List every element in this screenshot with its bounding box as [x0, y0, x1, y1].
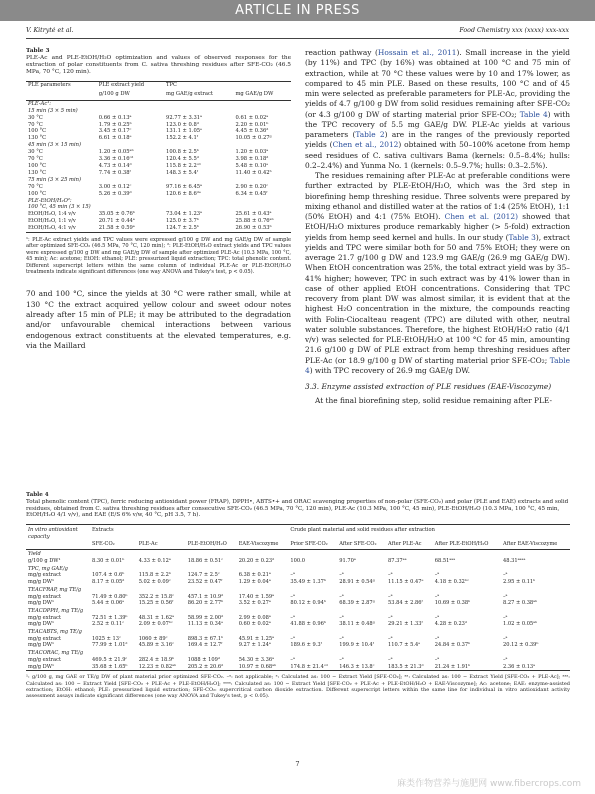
- table4-cell: 124.7 ± 2.5ᶜ: [187, 572, 220, 579]
- table3-section-label: 45 min (3 × 15 min): [28, 142, 81, 149]
- table4-cell: 53.84 ± 2.86ᶠ: [388, 600, 423, 607]
- table3-cell: 3.36 ± 0.16ᶜᵈ: [98, 156, 134, 163]
- table3-subheader-cell: g/100 g DW: [97, 89, 164, 100]
- table4-cell: 87.37ᵃᵃ: [388, 558, 407, 564]
- table4-cell: 10.97 ± 0.68ᵃᵇ: [237, 664, 289, 671]
- table-row: [26, 191, 291, 198]
- table4-cell: 183.5 ± 21.3ᵈ: [386, 664, 433, 671]
- table-row: [26, 156, 291, 163]
- table4-cell: –ᵃ: [290, 593, 295, 600]
- table4-cell: 12.23 ± 0.82ᵃᵇ: [137, 664, 186, 671]
- section-heading-3-3: 3.3. Enzyme assisted extraction of PLE residues (EAE-Viscozyme): [305, 382, 552, 391]
- table-row: [26, 204, 291, 211]
- ref-link-table2[interactable]: Table 2: [355, 130, 385, 139]
- table4-group-row: [26, 586, 570, 594]
- table4-cell: 146.3 ± 13.8ᶜ: [337, 664, 386, 671]
- table4-cell: 115.8 ± 2.2ᵇ: [138, 572, 171, 579]
- table4-cell: 29.21 ± 1.33ᶠ: [388, 621, 423, 628]
- ref-link-table4b[interactable]: Table 4: [305, 355, 570, 375]
- table-row: [26, 225, 291, 232]
- table4-cell: 1.02 ± 0.05ᵃᵇ: [502, 621, 538, 628]
- table-row: [26, 642, 570, 649]
- table4-cell: mg/g DW¹: [28, 579, 55, 586]
- table3-cell: 35.05 ± 0.76ᵇ: [98, 211, 135, 218]
- table4-cell: 6.38 ± 0.21ᵃ: [238, 572, 271, 579]
- table3-cell: 148.3 ± 5.4ᶠ: [166, 169, 198, 176]
- table3-section-label: PLE-Ac¹:: [28, 100, 52, 107]
- table3-caption-text: PLE-Ac and PLE-EtOH/H₂O optimization and values of observed responses for the extraction of polar constituents from C. sativa threshing residues after SFE-CO₂ (46.5 MPa, 70 °C, 120 min).: [26, 55, 291, 75]
- ref-link-table3[interactable]: Table 3: [508, 232, 536, 242]
- table4-cell: –ᵃ: [339, 572, 344, 579]
- table3-cell: 1.79 ± 0.25ᵇ: [98, 121, 132, 128]
- table3-cell: 11.40 ± 0.42ʰ: [235, 169, 272, 176]
- table4-cell: 4.18 ± 0.32ᵇᶜ: [434, 579, 469, 586]
- table4-group-title: TEACFRAP, mg TE/g: [28, 586, 82, 593]
- table4-cell: –ᵃ: [502, 656, 508, 663]
- table4-cell: –ᵃ: [434, 572, 440, 579]
- table4-cell: 71.49 ± 0.80ᵇ: [92, 593, 128, 600]
- table3-subheader-cell: mg GAE/g DW: [234, 89, 292, 100]
- table3-header-cell: [234, 82, 292, 89]
- table3-cell: EtOH/H₂O, 1:4 v/v: [28, 211, 76, 218]
- table4-cell: 1088 ± 109ᵈ: [187, 656, 220, 663]
- table3-cell: 152.2 ± 4.1ᶠ: [166, 135, 198, 142]
- table4-cell: 20.20 ± 0.23ᵈ: [238, 558, 275, 564]
- text: ) with the TPC recovery of 5.5 mg GAE/g DW. PLE-Ac yields at various parameters (: [305, 109, 571, 139]
- table3-cell: 97.16 ± 6.45ᵃ: [166, 183, 203, 190]
- table4-cell: –ᵃ: [388, 635, 393, 642]
- table-row: [26, 572, 570, 579]
- table4-cell: 2.95 ± 0.11ᵇ: [502, 579, 536, 586]
- table4-cell: 469.5 ± 21.9ᶜ: [92, 656, 128, 663]
- table4-cell: –ᵃ: [339, 593, 344, 600]
- table4-cell: –ᵃ: [290, 635, 295, 642]
- table4-cell: 68.39 ± 2.87ᵍ: [339, 600, 375, 607]
- table4-cell: 8.27 ± 0.38ᵃᵇ: [502, 600, 538, 607]
- table3-header-cell: PLE extract yield: [97, 82, 164, 89]
- table4-cell: 5.44 ± 0.06ᵉ: [92, 600, 125, 607]
- table3-cell: 70 °C: [28, 121, 43, 128]
- table-row: [26, 600, 570, 607]
- table3-cell: 125.0 ± 3.7ᵇ: [166, 218, 199, 225]
- table4-group-row: [26, 565, 570, 573]
- table4-cell: 28.91 ± 0.54ᵍ: [339, 579, 375, 586]
- table-row: [26, 621, 570, 628]
- table3-section-label: 100 °C, 45 min (3 × 15): [28, 204, 91, 211]
- table4-cell: 189.6 ± 9.3ᶠ: [290, 642, 322, 649]
- table4-group-row: [26, 649, 570, 657]
- table4-cell: 45.91 ± 1.25ᵃ: [238, 635, 275, 642]
- table3-cell: 6.34 ± 0.45ᶠ: [235, 190, 268, 197]
- table3-section-label: 15 min (3 × 5 min): [28, 107, 78, 114]
- table4-cell: 2.36 ± 0.13ᵃ: [501, 664, 570, 671]
- table3-cell: 7.74 ± 0.38ᶠ: [98, 169, 131, 176]
- table4-cell: –ᵃ: [290, 656, 295, 663]
- table4-group-title: TEACORAC, mg TE/g: [28, 650, 84, 657]
- table4-caption: [26, 492, 570, 519]
- table3-cell: 1.20 ± 0.03ᵃ: [235, 149, 269, 156]
- table-row: [26, 558, 570, 565]
- watermark: 麻类作物营养与施肥网 www.fibercrops.com: [397, 779, 581, 789]
- text: reaction pathway (: [305, 48, 378, 57]
- table4-group-title: TEACDPPH, mg TE/g: [28, 607, 84, 614]
- table3-cell: 20.71 ± 0.44ᵃ: [98, 218, 135, 225]
- text: ) with TPC recovery of 26.9 mg GAE/g DW.: [309, 365, 470, 375]
- text: ), extract yields and TPC were similar both for 50 and 75% EtOH; they were on average 21.7 g/100 g DW and 123.9 mg GAE/g (26.9 mg GAE/g DW). When EtOH concentration was 25%, the total extract yield was by 35–41% higher; however, TPC in such extract was by 41% lower than in case of other applied EtOH concentrations. Considering that TPC recovery from plant DW was almost similar, it is evident that at the highest H₂O concentration in the mixture, the compounds reacting with Folin-Ciocalteau reagent (TPC) are diluted with other, neutral water soluble substances. Therefore, the highest EtOH/H₂O ratio (4/1 v/v) was selected for PLE-EtOH/H₂O at 100 °C for 45 min, amounting 21.6 g/100 g DW of PLE extract from hemp threshing residues after PLE-Ac (or 18.9 g/100 g DW of starting material prior SFE-CO₂;: [305, 232, 570, 365]
- table4-cell: 4.33 ± 0.12ᵃ: [138, 558, 171, 564]
- table4-cell: 45.89 ± 3.16ᶜ: [138, 642, 174, 649]
- table4-cell: mg/g DW¹: [28, 642, 55, 649]
- table4-cell: g/100 g DW¹: [28, 558, 61, 564]
- table4-subheader-row: [26, 541, 570, 550]
- table3-cell: 124.7 ± 2.5ᵇ: [164, 225, 233, 232]
- table3-cell: 100.8 ± 2.5ᵇ: [166, 149, 199, 156]
- table4-cell: –ᵃ: [339, 635, 344, 642]
- table3-cell: 10.05 ± 0.27ᵍ: [235, 135, 272, 142]
- table-row: [26, 128, 291, 135]
- table4-cell: 169.4 ± 12.7ᶠ: [187, 642, 223, 649]
- table4-subheader-cell: PLE-Ac: [137, 541, 186, 550]
- text: The residues remaining after PLE-Ac at preferable conditions were further extracted by PLE-EtOH/H₂O, which was the 3rd step in biorefining hemp threshing residue. Three solvents were prepared by mixing ethanol and distilled water at the ratios of 1:4 (25% EtOH), 1:1 (50% EtOH) and 4:1 (75% EtOH).: [305, 171, 570, 221]
- table4-cell: –ᵃ: [290, 572, 295, 579]
- table4-cell: 457.1 ± 10.9ᵈ: [187, 593, 224, 600]
- table4-label: Table 4: [26, 492, 49, 498]
- table4-header-cell: Extracts: [90, 525, 288, 541]
- table-row: [26, 170, 291, 177]
- table4-header-cell: Crude plant material and solid residues after extraction: [288, 525, 570, 541]
- table4-cell: 1025 ± 13ᶜ: [92, 635, 121, 642]
- table3-cell: 100 °C: [28, 162, 47, 169]
- table4-subheader-cell: Prior SFE-CO₂: [288, 541, 337, 550]
- table4-cell: –ᵃ: [388, 656, 393, 663]
- ref-link-table4[interactable]: Table 4: [519, 109, 548, 119]
- table4-cell: 20.12 ± 0.39ᵇ: [502, 642, 539, 649]
- table-row: [26, 579, 570, 586]
- table3-cell: 3.98 ± 0.18ᵈ: [235, 156, 269, 163]
- table4-cell: 4.28 ± 0.23ᵈ: [434, 621, 467, 628]
- table4-cell: –ᵃ: [502, 635, 508, 642]
- table3-cell: 115.8 ± 2.2ᶜᵈ: [166, 162, 201, 169]
- table4-cell: mg/g extract: [28, 572, 61, 579]
- table4-cell: 100.0: [290, 558, 305, 564]
- table3-cell: 120.4 ± 5.5ᵈ: [166, 156, 199, 163]
- table4-cell: 35.49 ± 1.37ʰ: [290, 579, 327, 586]
- table-row: [26, 115, 291, 122]
- table4-cell: 68.51ᵃᵃᵃ: [434, 558, 456, 564]
- right-paragraph-3: At the final biorefining step, solid residue remaining after PLE-: [315, 396, 552, 406]
- table4-cell: 48.31 ± 1.62ᵃ: [138, 614, 175, 621]
- table3-subheader-cell: [26, 89, 97, 100]
- table4-cell: 91.70ᵃ: [339, 558, 356, 564]
- text: showed that EtOH/H₂O mixtures produce remarkably higher (> 5-fold) extraction yields from hemp seed kernel and hulls. In our study (: [305, 212, 570, 242]
- table4-cell: –ᵃ: [434, 635, 440, 642]
- table-row: [26, 218, 291, 225]
- table3-cell: 131.1 ± 1.05ᵉ: [166, 128, 203, 135]
- table4-cell: 199.9 ± 10.4ᶠ: [339, 642, 374, 649]
- table4-cell: 2.99 ± 0.08ᵃ: [238, 614, 271, 621]
- table4-cell: 54.30 ± 3.36ᵃ: [238, 656, 275, 663]
- table3-cell: 2.90 ± 0.20ᶜ: [235, 183, 269, 190]
- table4-cell: 8.17 ± 0.05ᵈ: [92, 579, 125, 586]
- table4-cell: 80.12 ± 0.94ʰ: [290, 600, 327, 607]
- table4-cell: 2.09 ± 0.07ᵇᶜ: [138, 621, 173, 628]
- table4-cell: –ᵃ: [434, 593, 440, 600]
- table4-caption-text: Total phenolic content (TPC), ferric reducing antioxidant power (FRAP), DPPH•, ABTS•+ and ORAC scavenging properties of non-polar (SFE-CO₂) and polar (PLE and EAE) extracts and solid residues, obtained from C. sativa threshing residues after consecutive SFE-CO₂ (46.5 MPa, 70 °C, 120 min), PLE-Ac (10.3 MPa, 100 °C, 45 min), PLE-EtOH/H₂O (10.3 MPa, 100 °C, 45 min, EtOH/H₂O 4/1 v/v), and EAE (E/S 6% v/w, 40 °C, pH 3.5, 7 h).: [26, 498, 569, 519]
- table4-subheader-cell: SFE-CO₂: [90, 541, 137, 550]
- table3-cell: 120.6 ± 8.6ᵈᵉ: [166, 190, 201, 197]
- table4-subheader-cell: After PLE-Ac: [386, 541, 433, 550]
- table3-cell: 70 °C: [28, 183, 43, 190]
- table3-cell: EtOH/H₂O, 1:1 v/v: [28, 218, 76, 225]
- table4-cell: 35.68 ± 1.65ᵇ: [90, 664, 137, 671]
- table3-cell: 123.0 ± 0.8ᵈ: [166, 121, 199, 128]
- table3-cell: 6.61 ± 0.18ᵉ: [98, 135, 132, 142]
- table4-header-row: [26, 525, 570, 541]
- table4-group-row: [26, 628, 570, 636]
- table4-subheader-cell: After SFE-CO₂: [337, 541, 386, 550]
- article-in-press-banner: ARTICLE IN PRESS: [0, 0, 595, 21]
- table3-cell: 5.48 ± 0.10ᵉ: [235, 162, 269, 169]
- table3-cell: 100 °C: [28, 190, 47, 197]
- table4-cell: –ᵃ: [434, 614, 440, 621]
- table4-cell: –ᵃ: [388, 572, 393, 579]
- table4-cell: –ᵃ: [290, 614, 295, 621]
- table3-cell: 70 °C: [28, 156, 43, 163]
- table4-cell: 11.15 ± 0.47ᵉ: [388, 579, 424, 586]
- table3-cell: 30 °C: [28, 114, 43, 121]
- table4-group-title: Yield: [28, 551, 41, 558]
- table3-header-cell: PLE parameters: [26, 82, 97, 89]
- table3-cell: 92.77 ± 3.31ᵃ: [166, 114, 203, 121]
- table3-cell: 130 °C: [28, 135, 47, 142]
- ref-link-chen[interactable]: Chen et al., 2012: [332, 140, 399, 150]
- table4-subheader-cell: After PLE-EtOH/H₂O: [433, 541, 501, 550]
- table-row: [26, 142, 291, 149]
- table-row: [26, 211, 291, 218]
- table3-cell: 130 °C: [28, 169, 47, 176]
- table3-header-cell: TPC: [164, 82, 233, 89]
- table-row: [26, 594, 570, 601]
- table3-cell: 30 °C: [28, 149, 43, 156]
- table4-cell: 23.52 ± 0.47ᶠ: [187, 579, 223, 586]
- table4-cell: 107.4 ± 0.6ᵇ: [92, 572, 125, 579]
- left-column: [26, 48, 291, 351]
- table3-cell: EtOH/H₂O, 4:1 v/v: [26, 225, 97, 232]
- table-row: [26, 177, 291, 184]
- table4-cell: 1.29 ± 0.04ᵃ: [238, 579, 271, 586]
- table-row: [26, 664, 570, 671]
- table4-subheader-cell: EAE-Viscozyme: [237, 541, 289, 550]
- table3-cell: 25.88 ± 0.76ᵃᵇ: [235, 218, 274, 225]
- right-paragraph-1: [305, 48, 570, 171]
- table4-cell: 8.30 ± 0.01ᵇ: [92, 558, 125, 564]
- table4-subheader-cell: PLE-EtOH/H₂O: [186, 541, 237, 550]
- table-row: [26, 657, 570, 664]
- table4-cell: –ᵃ: [502, 593, 508, 600]
- table3-label: Table 3: [26, 48, 50, 54]
- table4-cell: –ᵃ: [434, 656, 440, 663]
- table4-cell: mg/g extract: [28, 593, 61, 600]
- table-row: [26, 122, 291, 129]
- table4-cell: 38.11 ± 0.48ᵍ: [339, 621, 375, 628]
- table4-cell: –ᵃ: [388, 614, 393, 621]
- table-row: [26, 108, 291, 115]
- table3-cell: 73.04 ± 1.23ᵃ: [166, 211, 203, 218]
- table4-cell: 17.40 ± 1.59ᵃ: [238, 593, 275, 600]
- table3-cell: 4.73 ± 0.14ᵈ: [98, 162, 132, 169]
- table4-cell: 21.24 ± 1.91ᵇ: [433, 664, 501, 671]
- table4-cell: 15.25 ± 0.56ᶠ: [138, 600, 174, 607]
- table4-cell: 205.2 ± 20.6ᵈ: [186, 664, 237, 671]
- table-row: [26, 184, 291, 191]
- page-number: 7: [295, 760, 300, 768]
- table4-subheader-cell: After EAE-Viscozyme: [501, 541, 570, 550]
- running-head-journal: Food Chemistry xxx (xxxx) xxx-xxx: [459, 27, 569, 34]
- table4-cell: 10.69 ± 0.38ᵇ: [434, 600, 471, 607]
- table3-cell: 26.90 ± 0.53ᵇ: [234, 225, 292, 232]
- table4-cell: mg/g extract: [28, 656, 61, 663]
- table4-cell: 11.13 ± 0.34ᵉ: [187, 621, 224, 628]
- table4-cell: 48.31ᵃᵃᵃᵃ: [502, 558, 526, 564]
- table4-cell: 352.2 ± 15.8ᶜ: [138, 593, 174, 600]
- table3-cell: 25.61 ± 0.43ᵃ: [235, 211, 272, 218]
- table4-cell: 77.99 ± 1.01ᵈ: [92, 642, 128, 649]
- table4-header-cell: In vitro antioxidant capacity: [26, 525, 90, 541]
- table4-cell: –ᵃ: [339, 614, 344, 621]
- table3-cell: 5.26 ± 0.39ᵈ: [98, 190, 132, 197]
- table3-section-label: 75 min (3 × 25 min): [28, 176, 81, 183]
- table4-block: [26, 492, 570, 699]
- table3: [26, 81, 291, 233]
- table4-cell: –ᵃ: [388, 593, 393, 600]
- ref-link-chen-2012[interactable]: Chen et al. (2012): [444, 212, 518, 221]
- table4-group-title: TEACABTS, mg TE/g: [28, 629, 82, 636]
- table4-cell: 174.8 ± 21.4ᶜᵈ: [288, 664, 337, 671]
- table3-section-label: PLE-EtOH/H₂O²:: [28, 197, 72, 204]
- table3-caption: [26, 48, 291, 76]
- table4-cell: mg/g extract: [28, 635, 61, 642]
- table3-cell: 3.45 ± 0.17ᶜ: [98, 128, 132, 135]
- table4-cell: 72.51 ± 1.39ᵇ: [92, 614, 128, 621]
- table4-cell: 5.02 ± 0.09ᶜ: [138, 579, 171, 586]
- table4-cell: 86.20 ± 2.77ʰ: [187, 600, 224, 607]
- table-row: [26, 149, 291, 156]
- ref-link-hossain[interactable]: Hossain et al., 2011: [377, 48, 457, 57]
- table4-cell: mg/g DW¹: [26, 664, 90, 671]
- table3-cell: 0.66 ± 0.13ᵃ: [98, 114, 132, 121]
- table4-cell: 282.4 ± 18.9ᵇ: [138, 656, 175, 663]
- table4-group-row: [26, 550, 570, 558]
- table4-cell: mg/g DW¹: [28, 621, 55, 628]
- table-row: [26, 615, 570, 622]
- table3-cell: 21.58 ± 0.59ᵃ: [97, 225, 164, 232]
- table3-cell: 100 °C: [28, 128, 47, 135]
- table4-cell: mg/g DW¹: [28, 600, 55, 607]
- table3-header-row: [26, 82, 291, 89]
- right-column: [305, 48, 570, 407]
- table4-cell: –ᵃ: [339, 656, 344, 663]
- header-rule: [26, 38, 569, 39]
- table4-cell: 3.52 ± 0.27ᵃ: [238, 600, 271, 607]
- table4-cell: 9.27 ± 1.24ᵃ: [238, 642, 271, 649]
- table4-cell: 110.7 ± 5.4ᵉ: [388, 642, 421, 649]
- table3-cell: 4.45 ± 0.36ᵈ: [235, 128, 269, 135]
- text: ) are in the ranges of the previously reported yields (: [305, 130, 570, 150]
- left-body-paragraph: 70 and 100 °C, since the yields at 30 °C were rather small, while at 130 °C the extract acquired yellow colour and sweet odour notes already after 15 min of PLE; it may be attributed to the degradation and/or unfavourable chemical interactions between various endogenous extract constituents at the elevated temperatures, e.g. via the Maillard: [26, 289, 291, 350]
- table4-cell: 41.88 ± 0.96ʰ: [290, 621, 327, 628]
- table4: [26, 524, 570, 671]
- table3-footnote: ¹: PLE-Ac extract yields and TPC values were expressed g/100 g DW and mg GAE/g DW of sample after optimized SFE-CO₂ (46.5 MPa, 70 °C, 120 min); ²: PLE-EtOH/H₂O extract yields and TPC values were expressed g/100 g DW and mg GAE/g DW of sample after optimized PLE-Ac (10.3 MPa, 100 °C, 45 min); Ac: acetone; EtOH: ethanol; PLE: pressurized liquid extraction; TPC: total phenolic content. Different superscript letters within the same column of individual PLE-Ac or PLE-EtOH/H₂O treatments indicate significant differences (one way ANOVA and Tukey's test, p < 0.05).: [26, 237, 291, 276]
- table4-subheader-cell: [26, 541, 90, 550]
- table4-group-title: TPC, mg GAE/g: [28, 565, 68, 572]
- table4-cell: mg/g extract: [28, 614, 61, 621]
- text: ). Small increase in the yield (by 11%) and TPC (by 16%) was obtained at 100 °C and 75 min of extraction, while at 70 °C these values were by 10 and 17% lower, as compared to 45 min PLE. Based on these results, 100 °C and of 45 min were selected as preferable parameters for PLE-Ac, providing the yields of 4.7 g/100 g DW from solid residues remaining after SFE-CO₂ (or 4.3 g/100 g DW of starting material prior SFE-CO₂;: [305, 48, 570, 119]
- table-row: [26, 636, 570, 643]
- table4-cell: 58.99 ± 2.00ᵈ: [187, 614, 224, 621]
- table4-cell: –ᵃ: [502, 572, 508, 579]
- table3-cell: 1.20 ± 0.05ᵃᵇ: [98, 149, 134, 156]
- table4-cell: 0.60 ± 0.02ᵃ: [238, 621, 271, 628]
- table3-subheader-cell: mg GAE/g extract: [164, 89, 233, 100]
- table4-cell: 18.86 ± 0.51ᶜ: [187, 558, 223, 564]
- table3-cell: 0.61 ± 0.02ᵃ: [235, 114, 269, 121]
- table4-footnote: ¹: g/100 g, mg GAE or TE/g DW of plant material prior optimized SFE-CO₂. –ᵃ: not applicable; ᵃ: Calculated as: 100 − Extract Yield [SFE-CO₂]; ᵃᵃ: Calculated as: 100 − Extract Yield [SFE-CO₂ + PLE-Ac]; ᵃᵃᵃ: Calculated as: 100 − Extract Yield [SFE-CO₂ + PLE-Ac + PLE-EtOH/H₂O]; ᵃᵃᵃᵃ: Calculated as: 100 − Extract Yield [SFE-CO₂ + PLE-Ac + PLE-EtOH/H₂O + EAE-Viscozyme]; Ac: acetone; EAE: enzyme-assisted extraction; EtOH: ethanol; PLE: pressurized liquid extraction; SFE-CO₂: supercritical carbon dioxide extraction. Different superscript letters within the same line for individual in vitro antioxidant activity assessment assays indicate significant differences (one way ANOVA and Tukey's test, p < 0.05).: [26, 674, 570, 700]
- text: ) obtained with 50–100% acetone from hemp seed residues of C. sativa cultivars Bama (kernels: 0.5–8.4%; hulls: 0.2–2.4%) and Yunma No. 1 (kernels: 0.5–9.7%; hulls: 0.3–2.5%).: [305, 140, 570, 170]
- table-row: [26, 100, 291, 107]
- table-row: [26, 163, 291, 170]
- running-head-authors: V. Kitrytė et al.: [26, 27, 74, 34]
- table4-cell: 898.3 ± 67.1ᵇ: [187, 635, 224, 642]
- table4-group-row: [26, 607, 570, 615]
- table4-cell: 24.84 ± 0.37ᵇ: [434, 642, 471, 649]
- table4-cell: –ᵃ: [502, 614, 508, 621]
- table3-cell: 2.20 ± 0.01ᵇ: [235, 121, 269, 128]
- table3-subheader-row: [26, 89, 291, 100]
- table4-cell: 2.52 ± 0.11ᶜ: [92, 621, 124, 628]
- right-paragraph-2: [305, 171, 570, 376]
- table4-cell: 1060 ± 89ᶜ: [138, 635, 168, 642]
- table3-cell: 3.00 ± 0.12ᶜ: [98, 183, 132, 190]
